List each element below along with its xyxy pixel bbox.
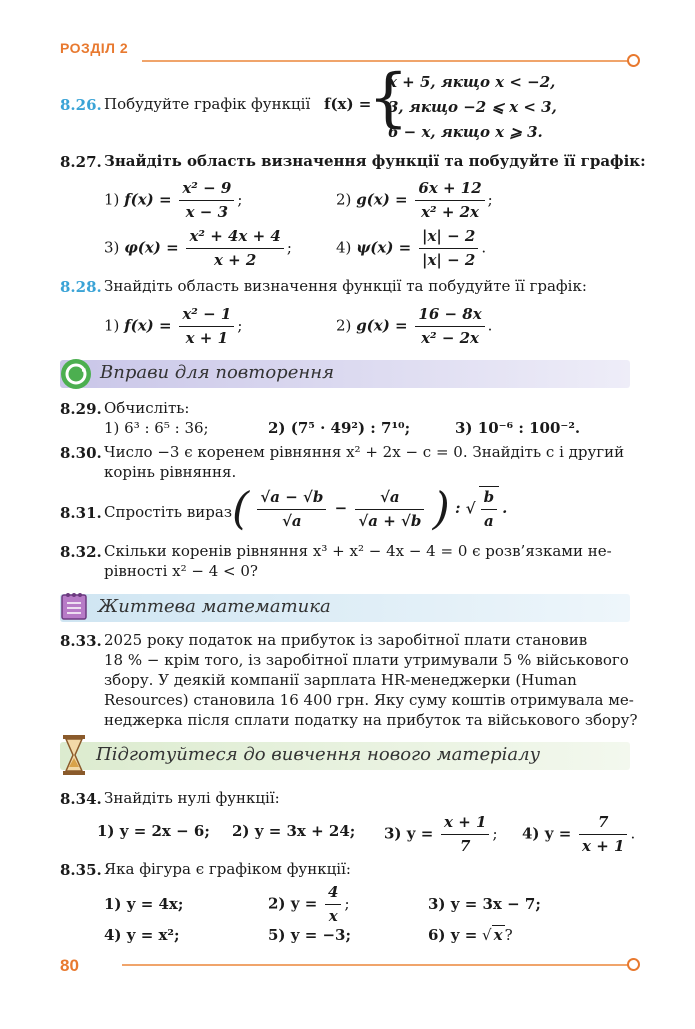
footer-rule-end-icon bbox=[627, 958, 640, 971]
problem-text: Скільки коренів рівняння x³ + x² − 4x − 4 = 0 є розв’язками не- bbox=[104, 542, 612, 560]
fraction: $\frac{√a}{√a + √b}$ bbox=[355, 487, 424, 532]
expression-item: 4) ψ(x) = $\frac{|x| - 2}{|x| - 2}$ . bbox=[336, 227, 487, 269]
piecewise-case: 6 − x, якщо x ⩾ 3. bbox=[388, 123, 543, 141]
section-label: РОЗДІЛ 2 bbox=[60, 40, 129, 56]
problem-text: Яка фігура є графіком функції: bbox=[104, 860, 351, 878]
expression-item: 1) 6³ : 6⁵ : 36; bbox=[104, 419, 209, 437]
problem-number: 8.31. bbox=[60, 504, 102, 522]
item-label: 4) bbox=[336, 238, 352, 257]
fraction: $\frac{x + 1}{7}$ bbox=[441, 812, 489, 857]
expression-item: 2) g(x) = $\frac{6x + 12}{\text{x² + 2x}}$ ; bbox=[336, 179, 493, 221]
expression-item: 6) y = √ x ? bbox=[428, 926, 513, 944]
item-label: 3) bbox=[104, 238, 120, 257]
fraction: $\frac{7}{x + 1}$ bbox=[579, 812, 627, 857]
problem-number: 8.33. bbox=[60, 632, 102, 650]
hourglass-icon bbox=[62, 734, 86, 776]
expression-item: 1) f(x) = $\frac{\text{x² − 9}}{x - 3}$ ; bbox=[104, 179, 243, 221]
expression-item: 1) f(x) = $\frac{\text{x² − 1}}{x + 1}$ ; bbox=[104, 305, 243, 347]
function-label: f(x) = bbox=[124, 190, 172, 209]
banner-title: Вправи для повторення bbox=[100, 362, 334, 383]
function-label: φ(x) = bbox=[124, 238, 179, 257]
expression-item: 3) y = $\frac{x + 1}{7}$ ; bbox=[384, 813, 498, 855]
expression-item: 2) (7⁵ · 49²) : 7¹⁰; bbox=[268, 419, 411, 437]
fraction: $\frac{b}{a}$ bbox=[479, 486, 500, 532]
fraction: $\frac{|x| - 2}{|x| - 2}$ bbox=[419, 226, 478, 271]
expression-item: 4) y = $\frac{7}{x + 1}$ . bbox=[522, 813, 636, 855]
problem-text: рівності x² − 4 < 0? bbox=[104, 562, 258, 580]
item-label: 2) bbox=[336, 190, 352, 209]
problem-number: 8.34. bbox=[60, 790, 102, 808]
item-label: 1) bbox=[104, 316, 120, 335]
notebook-icon bbox=[60, 591, 88, 621]
fraction: $\frac{16 - 8x}{\text{x² − 2x}}$ bbox=[415, 304, 484, 349]
function-label: f(x) = bbox=[124, 316, 172, 335]
problem-number: 8.32. bbox=[60, 543, 102, 561]
problem-number: 8.26. bbox=[60, 96, 102, 114]
expression-item: 2) y = 3x + 24; bbox=[232, 822, 356, 840]
fraction: $\frac{√a - √b}{√a}$ bbox=[257, 487, 326, 532]
expression-item: 1) y = 4x; bbox=[104, 895, 184, 913]
problem-text: неджерка після сплати податку на прибуток та військового збору? bbox=[104, 711, 638, 729]
recycle-arrow-icon bbox=[60, 358, 92, 390]
item-label: 1) bbox=[104, 190, 120, 209]
piecewise-case: x + 5, якщо x < −2, bbox=[388, 73, 556, 91]
piecewise-case: 3, якщо −2 ⩽ x < 3, bbox=[388, 98, 557, 116]
banner-title: Підготуйтеся до вивчення нового матеріалу bbox=[96, 744, 541, 765]
expression-item: 3) φ(x) = $\frac{\text{x² + 4x + 4}}{x + 2}$ ; bbox=[104, 227, 292, 269]
fraction: $\frac{\text{x² − 9}}{x - 3}$ bbox=[179, 178, 234, 223]
problem-text: 18 % − крім того, із заробітної плати утримували 5 % військового bbox=[104, 651, 629, 669]
problem-text: збору. У деякій компанії зарплата HR-менеджерки (Human bbox=[104, 671, 577, 689]
problem-text: Спростіть вираз bbox=[104, 503, 233, 521]
expression-item: 5) y = −3; bbox=[268, 926, 352, 944]
fraction: $\frac{\text{x² − 1}}{x + 1}$ bbox=[179, 304, 234, 349]
problem-text: Знайдіть нулі функції: bbox=[104, 789, 280, 807]
fraction: $\frac{4}{x}$ bbox=[325, 882, 341, 927]
function-label: g(x) = bbox=[356, 190, 408, 209]
expression-item: 3) y = 3x − 7; bbox=[428, 895, 541, 913]
footer-rule bbox=[122, 964, 628, 966]
fraction: $\frac{\text{x² + 4x + 4}}{x + 2}$ bbox=[186, 226, 283, 271]
problem-text: Знайдіть область визначення функції та побудуйте її графік: bbox=[104, 152, 646, 170]
function-label: g(x) = bbox=[356, 316, 408, 335]
problem-number: 8.29. bbox=[60, 400, 102, 418]
problem-text: Resources) становила 16 400 грн. Яку суму коштів отримувала ме- bbox=[104, 691, 634, 709]
function-label: f(x) = bbox=[324, 95, 372, 113]
expression-item: 2) g(x) = $\frac{16 - 8x}{\text{x² − 2x}}$ . bbox=[336, 305, 493, 347]
banner-title: Життева математика bbox=[98, 596, 331, 617]
problem-text: Побудуйте графік функції bbox=[104, 95, 311, 113]
problem-text: корінь рівняння. bbox=[104, 463, 237, 481]
expression-item: 1) y = 2x − 6; bbox=[97, 822, 210, 840]
expression-item: 3) 10⁻⁶ : 100⁻². bbox=[455, 419, 581, 437]
problem-number: 8.27. bbox=[60, 153, 102, 171]
fraction: $\frac{6x + 12}{\text{x² + 2x}}$ bbox=[415, 178, 484, 223]
problem-number: 8.35. bbox=[60, 861, 102, 879]
header-rule-end-icon bbox=[627, 54, 640, 67]
function-label: ψ(x) = bbox=[356, 238, 412, 257]
problem-number: 8.28. bbox=[60, 278, 102, 296]
problem-text: Обчисліть: bbox=[104, 399, 190, 417]
problem-text: 2025 року податок на прибуток із заробітної плати становив bbox=[104, 631, 588, 649]
expression-item: 4) y = x²; bbox=[104, 926, 180, 944]
expression-item: 2) y = $\frac{4}{x}$ ; bbox=[268, 883, 350, 925]
expression: ( $\frac{√a - √b}{√a}$ − $\frac{√a}{√a + √b}$ ) : √ $\frac{b}{a}$ . bbox=[232, 483, 508, 535]
page-number: 80 bbox=[60, 956, 79, 975]
item-label: 2) bbox=[336, 316, 352, 335]
problem-text: Число −3 є коренем рівняння x² + 2x − c = 0. Знайдіть c і другий bbox=[104, 443, 625, 461]
problem-number: 8.30. bbox=[60, 444, 102, 462]
piecewise-brace: { bbox=[368, 61, 409, 135]
problem-text: Знайдіть область визначення функції та побудуйте її графік: bbox=[104, 277, 587, 295]
